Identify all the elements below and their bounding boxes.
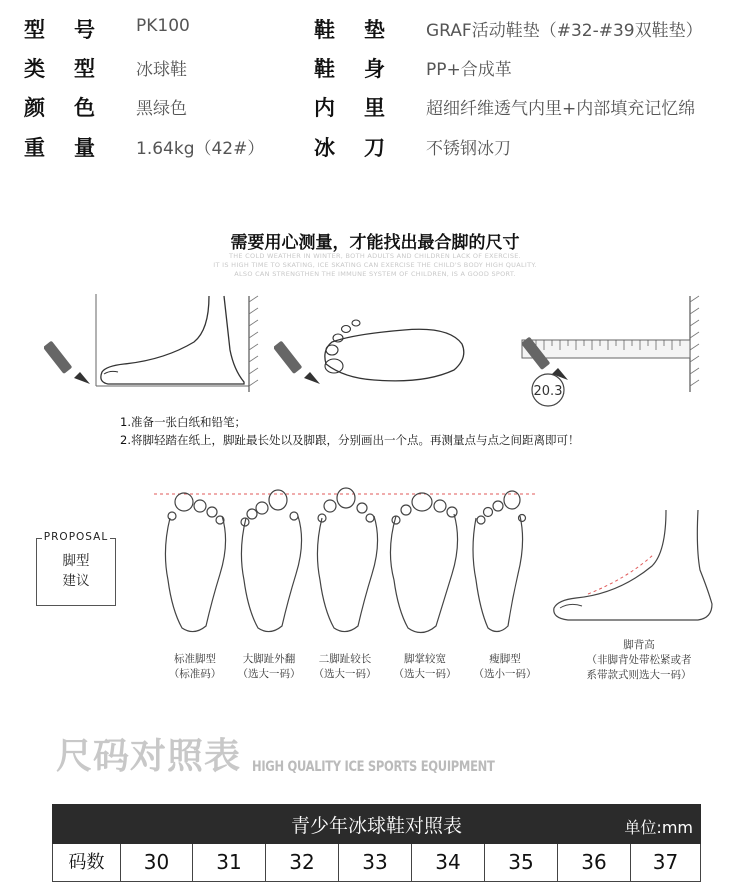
size-cell: 31 — [193, 844, 266, 881]
foot-outlines — [150, 480, 540, 640]
spec-value-color: 黑绿色 — [136, 99, 187, 119]
proposal-heading: PROPOSAL — [43, 531, 109, 543]
proposal-line-2: 建议 — [62, 573, 90, 589]
spec-value-weight: 1.64kg（42#） — [136, 139, 265, 159]
proposal-line-1: 脚型 — [62, 553, 90, 569]
foot-caption-standard: 标准脚型 （标准码） — [168, 653, 222, 680]
spec-label-insole: 鞋 垫 — [314, 18, 385, 42]
spec-label-color: 颜 色 — [24, 96, 95, 120]
spec-value-type: 冰球鞋 — [136, 60, 187, 80]
instep-illustration — [548, 508, 718, 628]
spec-label-weight: 重 量 — [24, 136, 95, 160]
size-cell: 35 — [485, 844, 558, 881]
spec-label-lining: 内 里 — [314, 96, 385, 120]
spec-label-blade: 冰 刀 — [314, 136, 385, 160]
spec-value-blade: 不锈钢冰刀 — [426, 139, 511, 159]
spec-value-lining: 超细纤维透气内里+内部填充记忆绵 — [426, 99, 696, 119]
measure-subtitle-line-3: ALSO CAN STRENGTHEN THE IMMUNE SYSTEM OF CHILDREN, IS A GOOD SPORT. — [234, 270, 516, 278]
foot-outline-slim — [473, 491, 526, 632]
size-row-label: 码数 — [53, 844, 121, 881]
foot-caption-instep: 脚背高 （非脚背处带松紧或者 系带款式则选大一码） — [586, 639, 692, 681]
size-table-title: 青少年冰球鞋对照表 — [290, 815, 462, 837]
spec-value-insole: GRAF活动鞋垫（#32-#39双鞋垫） — [426, 21, 703, 41]
measure-title: 需要用心测量，才能找出最合脚的尺寸 — [230, 233, 520, 253]
foot-caption-slim: 瘦脚型 （选小一码） — [473, 653, 537, 680]
size-table-unit: 单位:mm — [624, 818, 693, 837]
size-cell: 34 — [412, 844, 485, 881]
spec-label-model: 型 号 — [24, 18, 95, 42]
measure-subtitle-line-2: IT IS HIGH TIME TO SKATING, ICE SKATING CAN EXERCISE THE CHILD'S BODY HIGH QUALITY. — [213, 261, 537, 269]
measure-subtitle-line-1: THE COLD WEATHER IN WINTER, BOTH ADULTS AND CHILDREN LACK OF EXERCISE. — [228, 252, 522, 260]
ruler-reading: 20.3 — [533, 384, 563, 399]
measure-step-2: 2.将脚轻踏在纸上，脚趾最长处以及脚跟，分别画出一个点。再测量点与点之间距离即可！ — [120, 433, 580, 447]
size-table-header — [52, 804, 701, 844]
size-table-row — [52, 844, 701, 882]
size-cell: 36 — [558, 844, 631, 881]
foot-outline-standard — [165, 493, 225, 632]
size-cell: 37 — [652, 850, 679, 874]
foot-outline-long-second-toe — [317, 488, 377, 632]
proposal-box — [36, 531, 116, 606]
size-chart-subtitle: HIGH QUALITY ICE SPORTS EQUIPMENT — [252, 757, 495, 775]
side-foot-illustration — [44, 292, 266, 400]
measure-step-1: 1.准备一张白纸和铅笔； — [120, 415, 246, 429]
size-chart-title: 尺码对照表 — [56, 736, 242, 777]
foot-caption-bunion: 大脚趾外翻 （选大一码） — [237, 653, 301, 680]
size-cell: 32 — [266, 844, 339, 881]
spec-value-model: PK100 — [136, 16, 190, 36]
spec-value-upper: PP+合成革 — [426, 60, 512, 80]
pencil-icon — [274, 341, 320, 384]
pencil-icon — [44, 341, 90, 384]
spec-label-upper: 鞋 身 — [314, 57, 385, 81]
size-cell: 33 — [339, 844, 412, 881]
top-foot-illustration — [274, 292, 474, 400]
foot-caption-long-second-toe: 二脚趾较长 （选大一码） — [313, 653, 377, 680]
foot-outline-bunion — [241, 490, 302, 632]
size-cell: 30 — [121, 844, 193, 881]
foot-outline-wide — [390, 493, 457, 633]
foot-caption-wide: 脚掌较宽 （选大一码） — [393, 653, 457, 680]
spec-label-type: 类 型 — [24, 57, 95, 81]
